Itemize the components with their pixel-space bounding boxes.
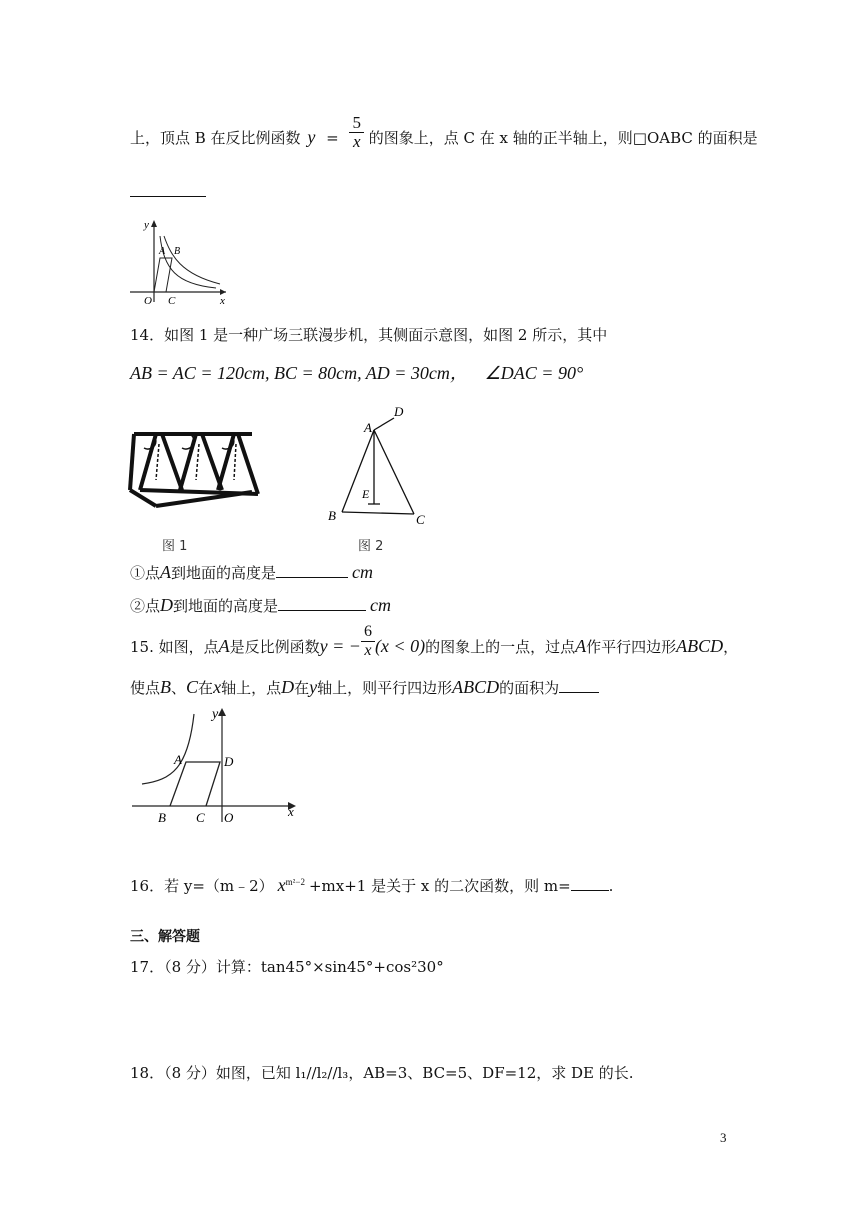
- q16-answer-blank: [571, 876, 609, 891]
- q13-frac-den: x: [352, 131, 361, 151]
- q13-frac-num: 5: [349, 114, 364, 133]
- q14-sub2-text: 到地面的高度是: [173, 597, 279, 615]
- q15-text-line2-c: 在: [198, 679, 214, 697]
- q15-frac-den: x: [364, 641, 372, 659]
- q14-angle: ∠DAC = 90°: [484, 363, 584, 383]
- q17-text: 17．（8 分）计算：tan45°×sin45°+cos²30°: [130, 958, 444, 976]
- q15-point-a2: A: [575, 636, 587, 656]
- q14-sub1-point: A: [160, 562, 172, 582]
- q14-sub1-text: 到地面的高度是: [171, 564, 277, 582]
- q13-text-a: 上，顶点 B 在反比例函数: [130, 129, 301, 147]
- q14-figure2: [322, 400, 442, 530]
- q15-text-line2-f: 轴上，则平行四边形: [317, 679, 453, 697]
- q15-y-axis: y: [309, 677, 318, 697]
- q13-figure: [126, 214, 236, 306]
- q15-x-axis: x: [213, 677, 222, 697]
- q14-figure1: [126, 420, 266, 530]
- q13-label-c: C: [168, 295, 176, 306]
- q14-sub1-blank: [276, 563, 348, 578]
- q15-text-b: 是反比例函数: [229, 638, 320, 656]
- q13-line1: [130, 112, 758, 151]
- q14-sub2-unit: cm: [370, 595, 392, 615]
- q15-condition: (x < 0): [374, 636, 426, 656]
- q15-label-x: x: [288, 804, 294, 819]
- q15-abcd: ABCD: [676, 636, 724, 656]
- q15-text-a: 15. 如图，点: [130, 638, 219, 656]
- q13-eq: =: [326, 129, 339, 147]
- q15-label-b: B: [158, 810, 166, 825]
- q15-point-c: C: [186, 677, 199, 697]
- q15-point-d: D: [281, 677, 295, 697]
- page-number: 3: [720, 1130, 727, 1145]
- q14-sub2: [130, 595, 391, 616]
- q15-line1: [130, 622, 739, 660]
- q15-func-left: y = −: [319, 636, 361, 656]
- q15-label-o: O: [224, 810, 234, 825]
- q15-text-line2-d: 轴上，点: [221, 679, 282, 697]
- q15-text-line2-a: 使点: [130, 679, 161, 697]
- q13-text-b: 的图象上，点 C 在 x 轴的正半轴上，则□OABC 的面积是: [368, 129, 758, 147]
- q15-comma: ，: [723, 638, 739, 656]
- q14-sub1-prefix: ①点: [130, 564, 161, 582]
- q16-exponent: m²−2: [285, 877, 305, 887]
- q14-sub2-prefix: ②点: [130, 597, 161, 615]
- q13-answer-blank: [130, 196, 206, 197]
- q14-fig2-label-d: D: [394, 404, 404, 419]
- q13-fraction: [349, 114, 364, 151]
- q13-label-x: x: [220, 295, 225, 306]
- q15-label-a: A: [174, 752, 182, 767]
- q15-abcd2: ABCD: [452, 677, 500, 697]
- q14-fig2-label-b: B: [328, 508, 336, 523]
- q16-text-b: +mx+1 是关于 x 的二次函数，则 m=: [308, 877, 571, 895]
- q15-line2: [130, 677, 599, 698]
- q15-answer-blank: [559, 678, 599, 693]
- q16-base: x: [277, 875, 286, 895]
- q16-text-a: 16．若 y=（m﹣2）: [130, 877, 274, 895]
- q14-formula-line: [130, 363, 583, 384]
- q14-line1: 14．如图 1 是一种广场三联漫步机，其侧面示意图，如图 2 所示，其中: [130, 326, 608, 344]
- q15-frac-num: 6: [361, 623, 375, 642]
- q15-figure: [126, 704, 306, 828]
- q15-point-a: A: [218, 636, 230, 656]
- q13-label-y: y: [144, 219, 149, 231]
- q16-line: [130, 872, 613, 896]
- q14-sub1-unit: cm: [352, 562, 374, 582]
- q14-fig2-label-e: E: [362, 487, 370, 501]
- q15-text-line2-g: 的面积为: [499, 679, 560, 697]
- q18-text: 18．（8 分）如图，已知 l₁//l₂//l₃，AB=3、BC=5、DF=12，求 DE 的长.: [130, 1064, 634, 1082]
- q13-label-o: O: [144, 295, 152, 306]
- q14-sub2-point: D: [160, 595, 174, 615]
- q15-fraction: [361, 623, 375, 660]
- q16-text-c: .: [608, 877, 614, 895]
- q14-fig2-caption: 图 2: [358, 539, 384, 554]
- q13-label-a: A: [159, 246, 166, 257]
- q15-label-d: D: [224, 754, 234, 769]
- q15-label-c: C: [196, 810, 205, 825]
- q14-formula: AB = AC = 120cm, BC = 80cm, AD = 30cm，: [130, 363, 468, 383]
- q15-text-d: 作平行四边形: [586, 638, 677, 656]
- q14-sub1: [130, 562, 373, 583]
- q13-y-var: y: [307, 127, 316, 147]
- section-3-heading: 三、解答题: [130, 929, 200, 945]
- q14-fig1-caption: 图 1: [162, 539, 188, 554]
- q15-text-c: 的图象上的一点，过点: [425, 638, 576, 656]
- q15-label-y: y: [212, 707, 219, 722]
- q13-label-b: B: [174, 246, 181, 257]
- q14-fig2-label-c: C: [416, 512, 425, 527]
- q15-text-line2-e: 在: [294, 679, 310, 697]
- q15-point-b: B: [160, 677, 172, 697]
- q14-fig2-label-a: A: [364, 420, 372, 435]
- q14-sub2-blank: [278, 596, 366, 611]
- q15-text-line2-b: 、: [171, 679, 187, 697]
